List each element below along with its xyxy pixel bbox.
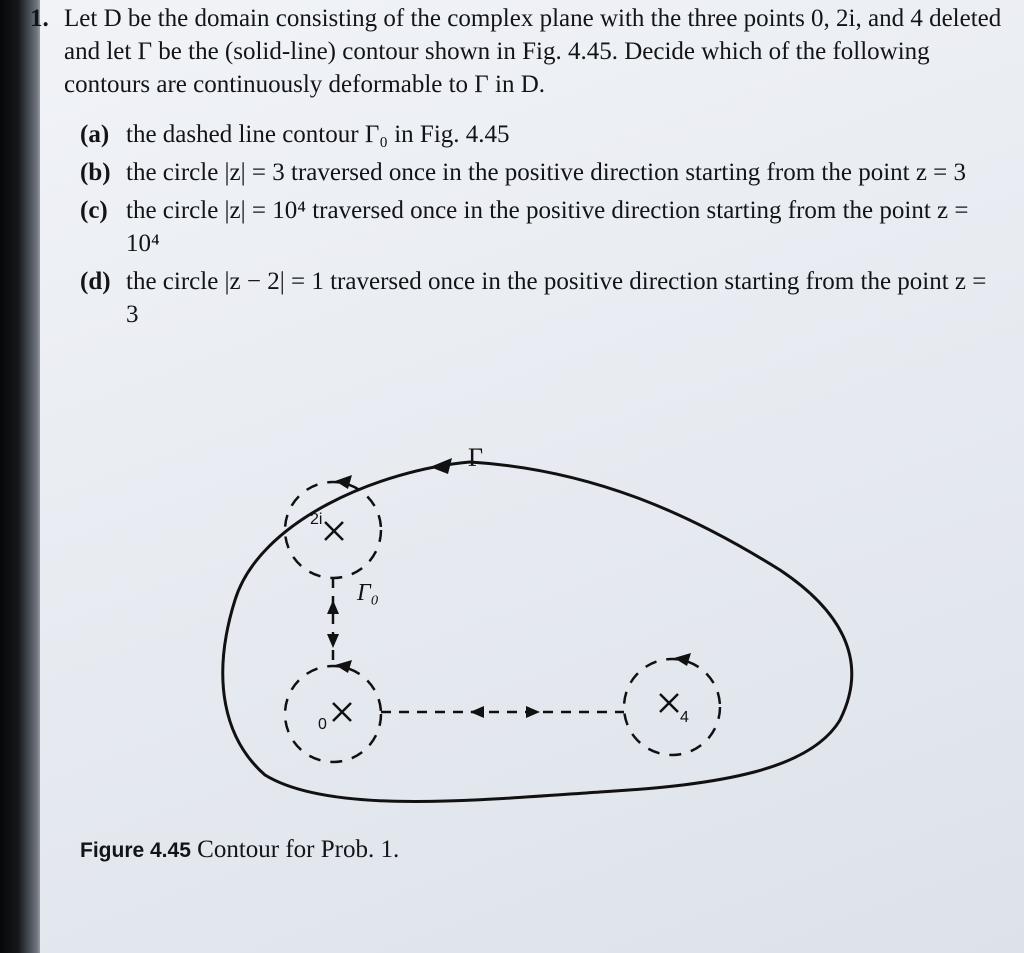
label-4: 4 xyxy=(680,709,689,726)
circle-0-arrow xyxy=(335,660,352,673)
problem-number: 1. xyxy=(30,5,49,32)
connector-vertical-up-arrow xyxy=(327,600,339,614)
connector-vertical-down-arrow xyxy=(327,634,339,648)
problem-text: Let D be the domain consisting of the complex plane with the three points 0, 2i, and 4 deleted and let Γ be the (solid-line) contour shown in Fig. 4.45. Decide which of the following contours are continuously deformable to Γ in D. xyxy=(64,5,1002,98)
part-label: (d) xyxy=(80,268,111,295)
gamma-label: Γ xyxy=(468,443,484,472)
label-2i: 2i xyxy=(310,511,323,528)
part-text: the circle |z| = 3 traversed once in the positive direction starting from the point z = 3 xyxy=(126,159,967,186)
point-0-marker xyxy=(333,703,351,721)
caption-text: Contour for Prob. 1. xyxy=(197,836,400,863)
part-label: (b) xyxy=(80,159,111,186)
caption-number: Figure 4.45 xyxy=(80,839,191,862)
part-label: (c) xyxy=(80,197,108,224)
circle-4-arrow xyxy=(674,653,691,666)
label-0: 0 xyxy=(318,716,327,733)
gamma0-label: Γ₀ xyxy=(357,580,379,606)
figure-caption xyxy=(80,836,399,864)
point-2i-marker xyxy=(325,522,343,540)
part-text: the circle |z| = 10⁴ traversed once in the positive direction starting from the point z = 10⁴ xyxy=(126,197,969,257)
connector-horizontal-left-arrow xyxy=(470,706,484,718)
part-label: (a) xyxy=(80,121,110,148)
gamma-arrow xyxy=(430,458,452,474)
part-text: the circle |z − 2| = 1 traversed once in the positive direction starting from the point z = 3 xyxy=(126,268,987,328)
part-text: the dashed line contour Γ₀ in Fig. 4.45 xyxy=(126,121,510,148)
circle-0 xyxy=(285,666,381,762)
circle-2i-arrow xyxy=(335,475,352,489)
point-4-marker xyxy=(660,694,678,712)
connector-horizontal-right-arrow xyxy=(526,706,540,718)
